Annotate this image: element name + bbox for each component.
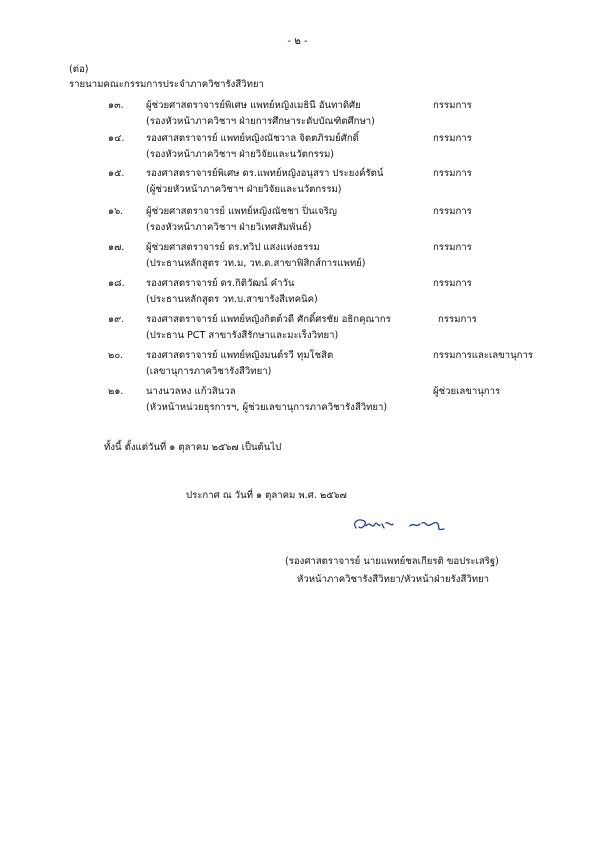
member-role: ผู้ช่วยเลขานุการ [433,386,501,397]
signature-drawing [348,512,458,538]
member-role: กรรมการ [433,242,472,253]
member-role: กรรมการ [433,168,472,179]
committee-member [0,131,595,167]
committee-member [0,204,595,240]
member-name: รองศาสตราจารย์ ดร.กิติวัฒน์ คำวัน [146,278,295,289]
member-position: (ผู้ช่วยหัวหน้าภาควิชาฯ ฝ่ายวิจัยและนวัตกรรม) [146,184,342,195]
member-position: (ประธานหลักสูตร วท.บ.สาขารังสีเทคนิค) [146,294,318,305]
committee-list-title: รายนามคณะกรรมการประจำภาควิชารังสีวิทยา [69,79,264,90]
member-number: ๑๗. [108,242,125,253]
member-role: กรรมการ [433,278,472,289]
member-name: รองศาสตราจารย์ แพทย์หญิงกิตต์วดี ศักดิ์ศรชัย อธิกคุณากร [146,314,391,325]
member-number: ๑๘. [108,278,125,289]
member-role: กรรมการและเลขานุการ [433,350,534,361]
continued-label: (ต่อ) [69,64,89,75]
member-number: ๒๑. [108,386,124,397]
member-name: รองศาสตราจารย์ แพทย์หญิงณัชวาล จิตตภิรมย์ศักดิ์ [146,133,359,144]
handwritten-signature [348,512,458,538]
member-name: นางนวลหง แก้วสินวล [146,386,236,397]
member-position: (ประธานหลักสูตร วท.ม, วท.ด.สาขาฟิสิกส์การแพทย์) [146,258,366,269]
effective-date-statement: ทั้งนี้ ตั้งแต่วันที่ ๑ ตุลาคม ๒๕๖๗ เป็นต้นไป [104,442,282,453]
committee-member [0,98,595,134]
member-position: (หัวหน้าหน่วยธุรการฯ, ผู้ช่วยเลขานุการภาควิชารังสีวิทยา) [146,402,388,413]
committee-member [0,312,595,348]
committee-member [0,276,595,312]
member-number: ๑๓. [108,100,124,111]
committee-member [0,166,595,202]
committee-member [0,240,595,276]
announcement-date: ประกาศ ณ วันที่ ๑ ตุลาคม พ.ศ. ๒๕๖๗ [186,490,347,501]
member-position: (รองหัวหน้าภาควิชาฯ ฝ่ายวิจัยและนวัตกรรม) [146,149,335,160]
page-number: - ๒ - [287,36,308,47]
committee-member [0,384,595,420]
member-position: (รองหัวหน้าภาควิชาฯ ฝ่ายวิเทศสัมพันธ์) [146,222,312,233]
member-position: (ประธาน PCT สาขารังสีรักษาและมะเร็งวิทยา) [146,330,339,341]
member-number: ๑๙. [108,314,125,325]
member-number: ๑๔. [108,133,125,144]
member-position: (รองหัวหน้าภาควิชาฯ ฝ่ายการศึกษาระดับบัณฑิตศึกษา) [146,116,375,127]
member-role: กรรมการ [433,100,472,111]
member-role: กรรมการ [438,314,477,325]
signer-title: หัวหน้าภาควิชารังสีวิทยา/หัวหน้าฝ่ายรังสีวิทยา [297,574,490,585]
member-role: กรรมการ [433,133,472,144]
member-number: ๑๖. [108,206,124,217]
committee-member [0,348,595,384]
member-number: ๒๐. [108,350,124,361]
member-name: ผู้ช่วยศาสตราจารย์ ดร.ทวิป แสงแห่งธรรม [146,242,320,253]
member-role: กรรมการ [433,206,472,217]
member-name: รองศาสตราจารย์พิเศษ ดร.แพทย์หญิงอนุสรา ประยงค์รัตน์ [146,168,384,179]
member-number: ๑๕. [108,168,125,179]
member-position: (เลขานุการภาควิชารังสีวิทยา) [146,366,272,377]
member-name: รองศาสตราจารย์ แพทย์หญิงมนต์รวี ทุมโชสิต [146,350,334,361]
member-name: ผู้ช่วยศาสตราจารย์พิเศษ แพทย์หญิงเมธินี อันทาดิศัย [146,100,361,111]
signer-name: (รองศาสตราจารย์ นายแพทย์ชลเกียรติ ขอประเสริฐ) [285,556,499,567]
member-name: ผู้ช่วยศาสตราจารย์ แพทย์หญิงณัชชา ปิ่นเจริญ [146,206,337,217]
